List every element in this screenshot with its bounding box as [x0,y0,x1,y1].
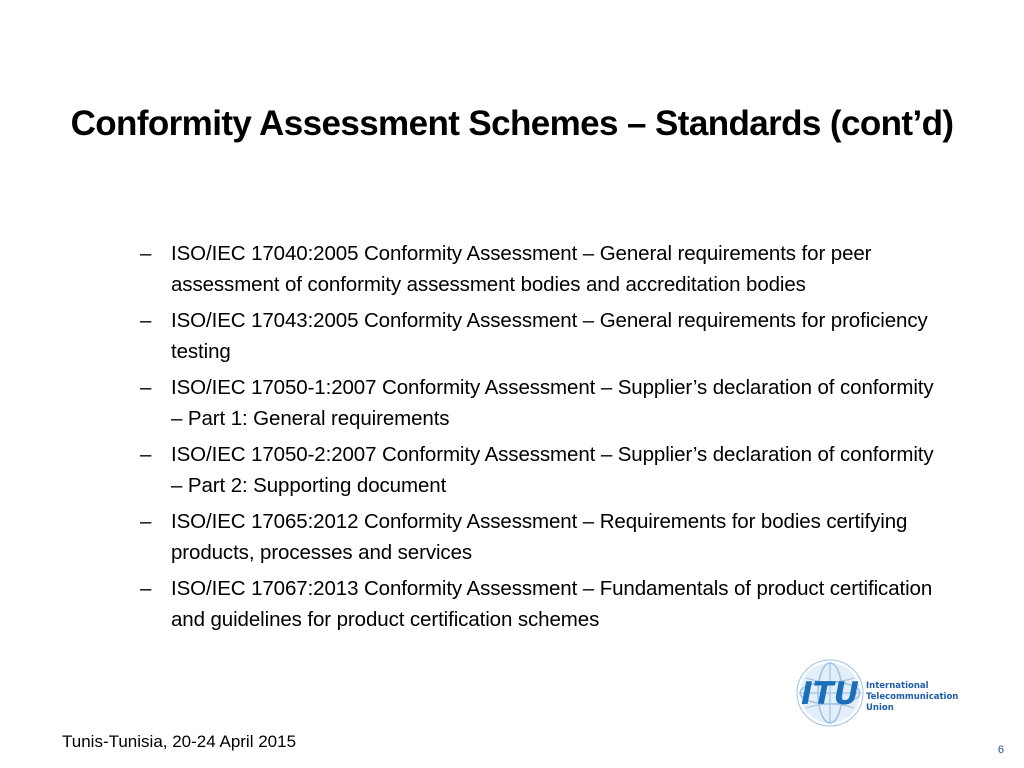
logo-line-2: Telecommunication [866,692,959,702]
page-number: 6 [997,744,1004,756]
bullet-marker: – [140,242,152,265]
logo-mark: ITU [801,676,859,712]
list-item-text: ISO/IEC 17050-2:2007 Conformity Assessment – Supplier’s declaration of conformity – Part 2: Supporting document [171,443,934,497]
bullet-marker: – [140,577,152,600]
bullet-marker: – [140,510,152,533]
list-item [140,506,940,568]
bullet-marker: – [140,309,152,332]
list-item [140,238,940,300]
bullet-marker: – [140,376,152,399]
slide-title: Conformity Assessment Schemes – Standards (cont’d) [70,104,954,143]
list-item [140,372,940,434]
logo-line-3: Union [866,703,894,713]
bullet-marker: – [140,443,152,466]
list-item [140,573,940,635]
list-item-text: ISO/IEC 17040:2005 Conformity Assessment – General requirements for peer assessment of conformity assessment bodies and accreditation bodies [171,242,872,296]
list-item-text: ISO/IEC 17067:2013 Conformity Assessment – Fundamentals of product certification and guidelines for product certification schemes [171,577,933,631]
logo-line-1: International [866,681,929,691]
list-item-text: ISO/IEC 17043:2005 Conformity Assessment – General requirements for proficiency testing [171,309,928,363]
bullet-list [140,238,940,640]
itu-logo [796,656,976,730]
list-item [140,305,940,367]
footer-location: Tunis-Tunisia, 20-24 April 2015 [62,732,297,751]
list-item-text: ISO/IEC 17050-1:2007 Conformity Assessment – Supplier’s declaration of conformity – Part 1: General requirements [171,376,934,430]
list-item [140,439,940,501]
list-item-text: ISO/IEC 17065:2012 Conformity Assessment – Requirements for bodies certifying products, processes and services [171,510,908,564]
